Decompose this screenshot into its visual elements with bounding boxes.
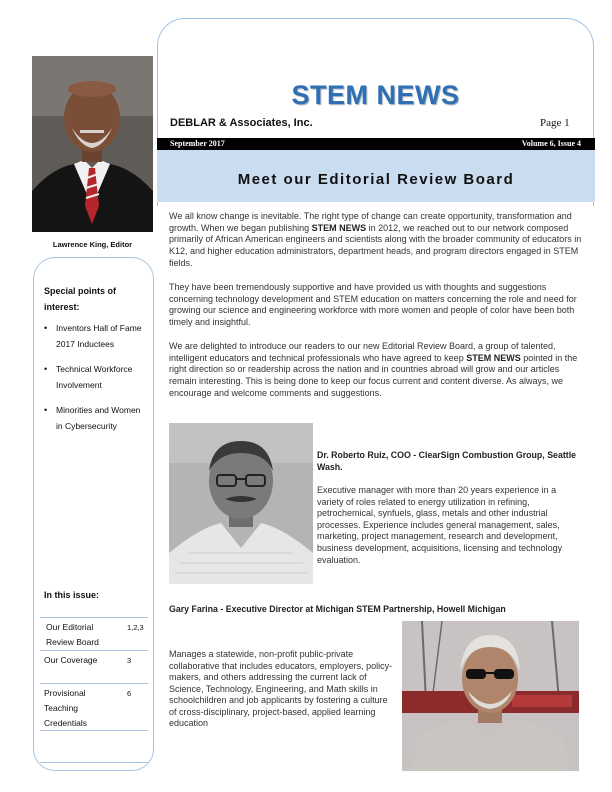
paragraph-text: We all know change is inevitable. The right type of change can create opportunity, transformation and growth. When we began publishing — [169, 211, 572, 233]
issue-date: September 2017 — [170, 139, 225, 148]
toc-row[interactable] — [40, 650, 148, 683]
farina-photo — [402, 621, 579, 771]
list-item: • Inventors Hall of Fame 2017 Inductees — [44, 320, 148, 352]
farina-bio: Manages a statewide, non-profit public-private collaborative that includes educators, employers, policy-makers, and others addressing the current lack of Science, Technology, Engineering, and Math skills in schoolchildren and job applicants by fostering a culture of cross-disciplinary, project-based, applied learning education — [169, 649, 393, 728]
toc-label: Provisional Teaching Credentials — [44, 688, 87, 728]
page-number: Page 1 — [540, 117, 570, 129]
toc-page: 3 — [127, 656, 132, 665]
toc-label: Our Coverage — [44, 655, 98, 665]
farina-heading: Gary Farina - Executive Director at Michigan STEM Partnership, Howell Michigan — [169, 604, 506, 614]
issue-volume: Volume 6, Issue 4 — [521, 139, 581, 148]
toc-page: 1,2,3 — [127, 623, 144, 632]
editor-caption: Lawrence King, Editor — [52, 240, 133, 249]
special-points-heading: Special points of interest: — [44, 286, 117, 312]
special-points-list — [44, 320, 148, 443]
section-title: Meet our Editorial Review Board — [237, 171, 515, 188]
table-of-contents — [40, 617, 148, 731]
toc-label: Our Editorial Review Board — [46, 622, 99, 647]
toc-row[interactable] — [40, 683, 148, 731]
editor-photo — [32, 56, 153, 232]
in-this-issue-heading: In this issue: — [44, 590, 100, 600]
toc-row[interactable] — [40, 617, 148, 650]
stem-news-emphasis: STEM NEWS — [311, 222, 367, 233]
support-paragraph: They have been tremendously supportive and have provided us with thoughts and suggestions concerning technology development and STEM education on matters concerning the role and need for growing our science and engineering workforce with more women and people of color have been both timely and insightful. — [169, 282, 577, 328]
paragraph-text: We are delighted to introduce our readers to our new Editorial Review Board, a group of talented, intelligent educators and technical professionals who have agreed to keep — [169, 341, 556, 363]
intro-paragraph — [169, 211, 583, 270]
ruiz-photo — [169, 423, 313, 584]
paragraph-text: in 2012, we reached out to our network composed primarily of African American engineers and scientists along with the broader community of educators in K12, and higher education administrators, department heads, and program directors engaged in STEM fields. — [169, 222, 582, 268]
stem-news-emphasis: STEM NEWS — [466, 352, 521, 363]
ruiz-bio: Executive manager with more than 20 years experience in a variety of roles related to energy utilization in refining, petrochemical, synfuels, glass, metals and other industrial processes. Experience includes general management, sales, marketing, project management, research and development, business development, acquisitions, licensing and technology evaluation. — [317, 485, 563, 565]
newsletter-title: STEM NEWS — [291, 80, 460, 110]
board-intro-paragraph — [169, 341, 583, 400]
toc-page: 6 — [127, 689, 132, 698]
paragraph-text: pointed in the right direction so or readership across the nation and in countries abroad will grow and our articles remain interesting. This is being done to keep our focus current and content diverse. As always, we encourage and welcome comments and suggestions. — [169, 352, 578, 398]
sidebar-divider — [40, 762, 148, 763]
list-item: • Minorities and Women in Cybersecurity — [44, 402, 148, 434]
list-item: • Technical Workforce Involvement — [44, 361, 148, 393]
ruiz-heading: Dr. Roberto Ruiz, COO - ClearSign Combustion Group, Seattle Wash. — [317, 450, 577, 472]
issue-bar — [157, 138, 595, 150]
company-name: DEBLAR & Associates, Inc. — [170, 117, 313, 129]
section-band — [157, 150, 595, 202]
